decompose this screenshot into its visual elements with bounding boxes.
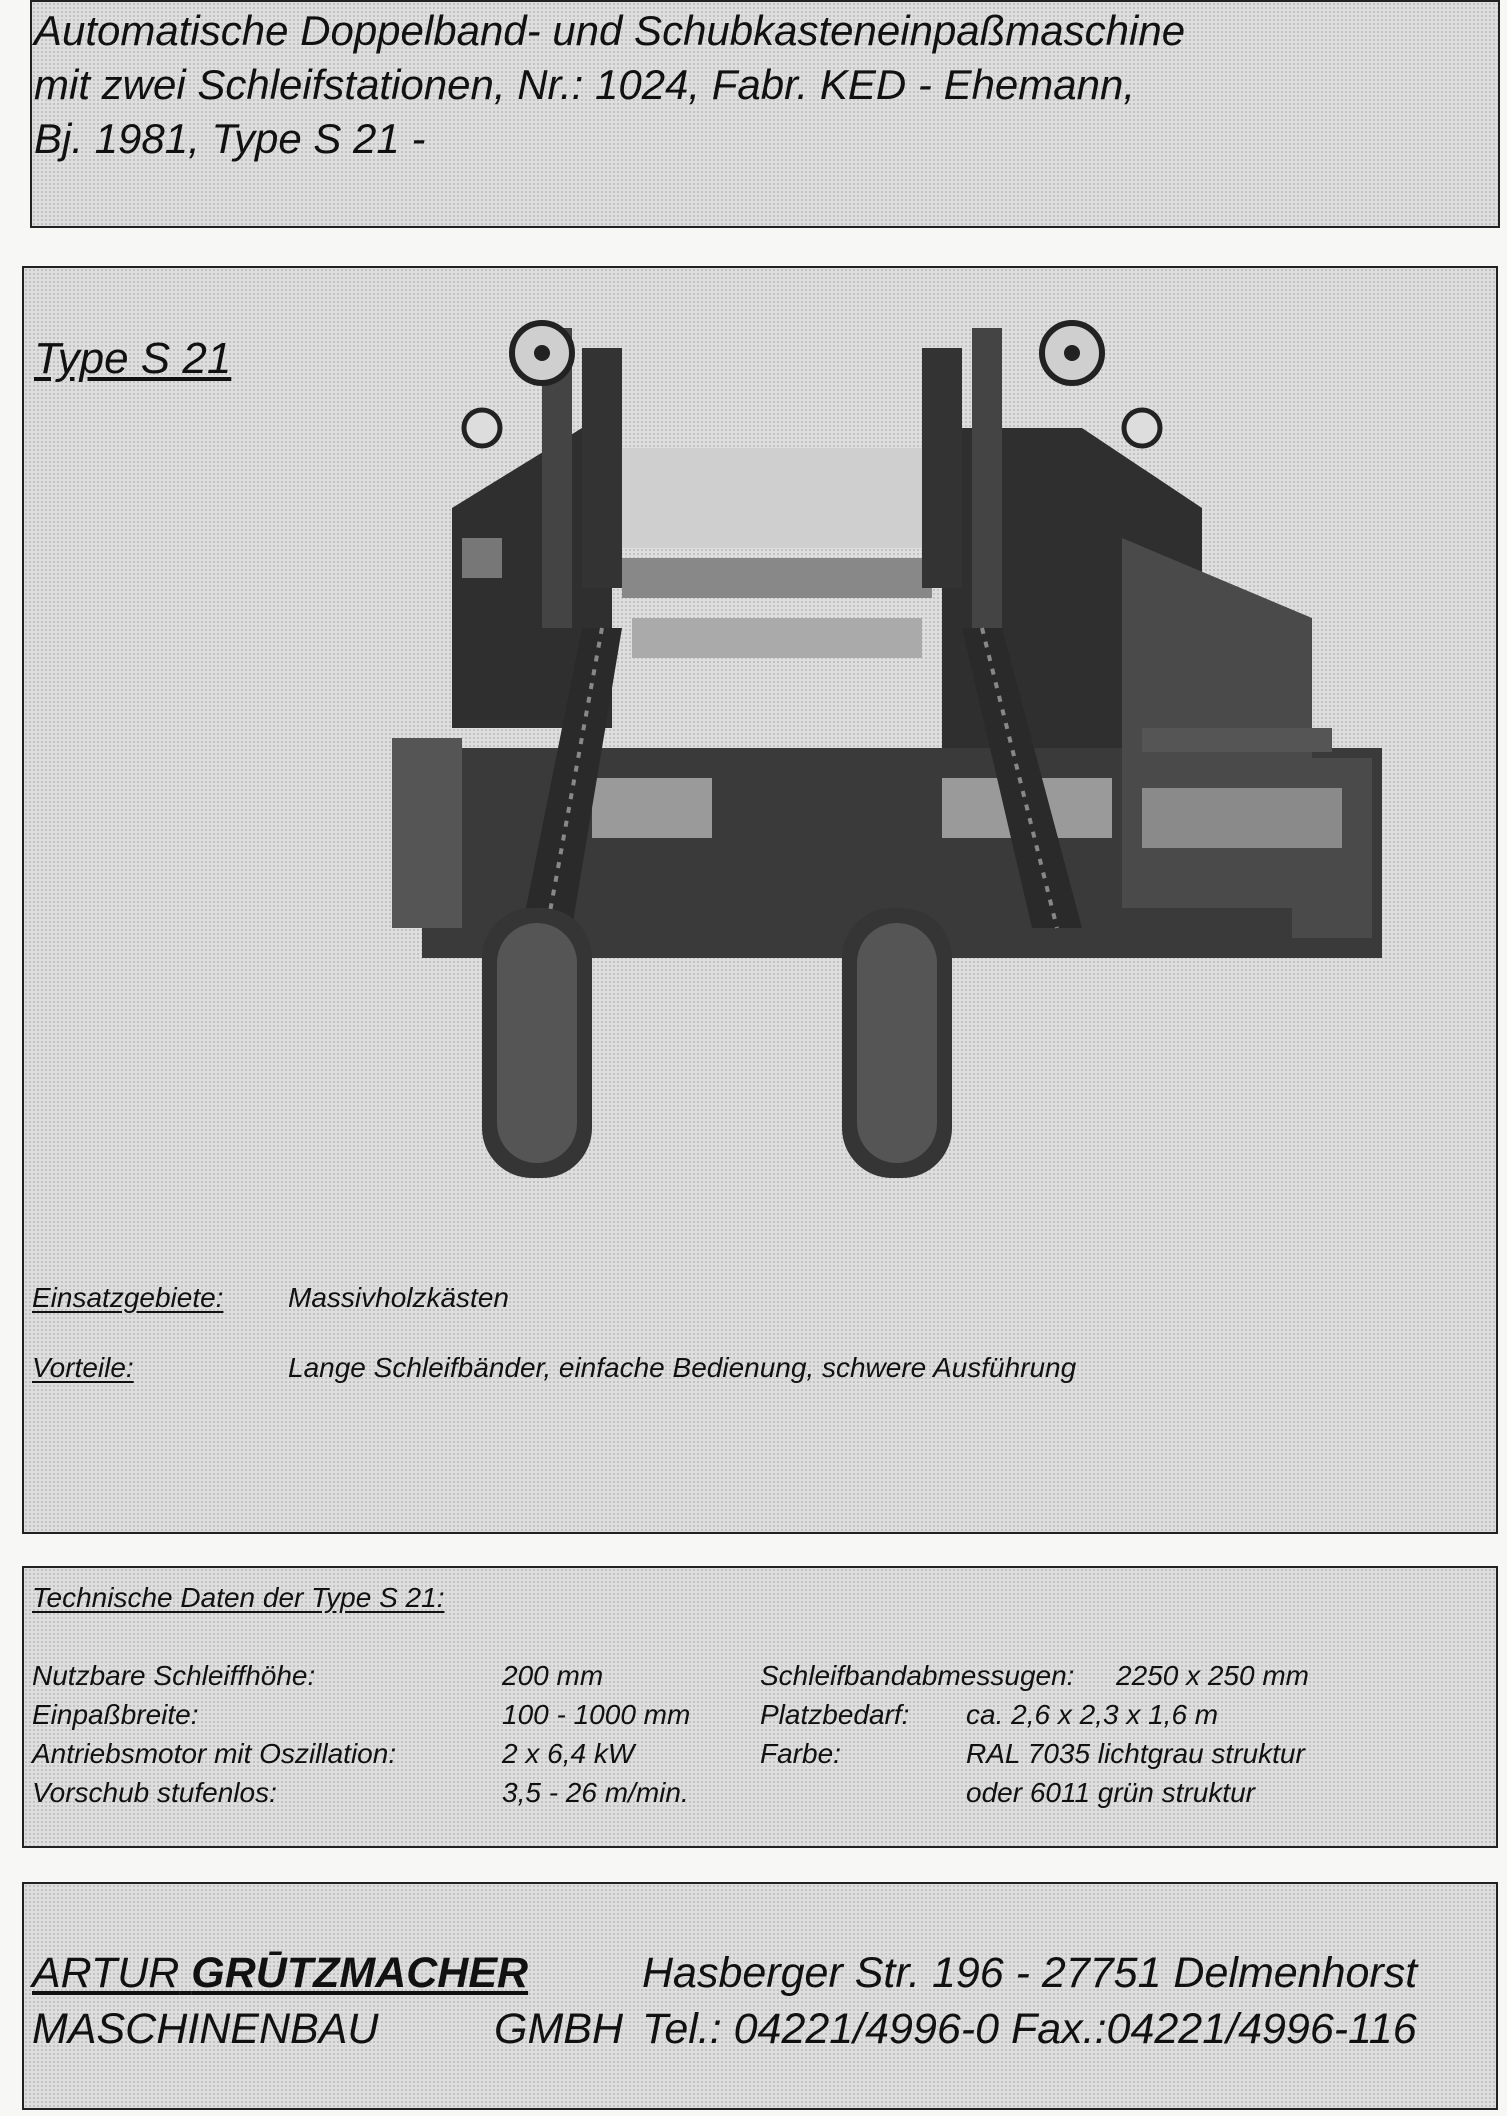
spec-value: 100 - 1000 mm (502, 1699, 691, 1730)
company-type-a: MASCHINENBAU (32, 2005, 379, 2053)
spec-label: Schleifbandabmessugen: (760, 1660, 1075, 1691)
field-label-vorteile: Vorteile: (32, 1352, 134, 1383)
spec-value: 3,5 - 26 m/min. (502, 1777, 689, 1808)
title-line-3: Bj. 1981, Type S 21 - (34, 115, 426, 162)
spec-value: RAL 7035 lichtgrau struktur (966, 1738, 1305, 1769)
field-label-einsatzgebiete: Einsatzgebiete: (32, 1282, 224, 1313)
specs-heading: Technische Daten der Type S 21: (32, 1582, 445, 1613)
company-name (32, 1949, 529, 1997)
title-box (30, 0, 1500, 228)
company-address: Hasberger Str. 196 - 27751 Delmenhorst (642, 1949, 1418, 1997)
spec-value: 2250 x 250 mm (1116, 1660, 1309, 1691)
spec-value: oder 6011 grün struktur (966, 1777, 1255, 1808)
technical-data-box (22, 1566, 1498, 1848)
field-value-vorteile: Lange Schleifbänder, einfache Bedienung, schwere Ausführung (288, 1352, 1077, 1383)
spec-label: Platzbedarf: (760, 1699, 910, 1730)
spec-label: Antriebsmotor mit Oszillation: (32, 1738, 397, 1769)
company-type-b: GMBH (494, 2005, 623, 2053)
spec-label: Nutzbare Schleiffhöhe: (32, 1660, 316, 1691)
spec-value: ca. 2,6 x 2,3 x 1,6 m (966, 1699, 1219, 1730)
spec-value: 2 x 6,4 kW (502, 1738, 635, 1769)
machine-description-box (22, 266, 1498, 1534)
type-label: Type S 21 (34, 334, 232, 383)
company-footer-box (22, 1882, 1498, 2110)
title-line-1: Automatische Doppelband- und Schubkasteneinpaßmaschine (34, 7, 1186, 54)
spec-label: Farbe: (760, 1738, 841, 1769)
spec-value: 200 mm (502, 1660, 604, 1691)
company-last-name: GRŪTZMACHER (191, 1949, 529, 1997)
company-first-name: ARTUR (32, 1949, 180, 1997)
company-phone: Tel.: 04221/4996-0 Fax.:04221/4996-116 (642, 2005, 1417, 2053)
field-value-einsatzgebiete: Massivholzkästen (288, 1282, 509, 1313)
title-line-2: mit zwei Schleifstationen, Nr.: 1024, Fabr. KED - Ehemann, (34, 61, 1136, 108)
spec-label: Vorschub stufenlos: (32, 1777, 277, 1808)
machine-photo (382, 308, 1382, 1188)
spec-label: Einpaßbreite: (32, 1699, 199, 1730)
